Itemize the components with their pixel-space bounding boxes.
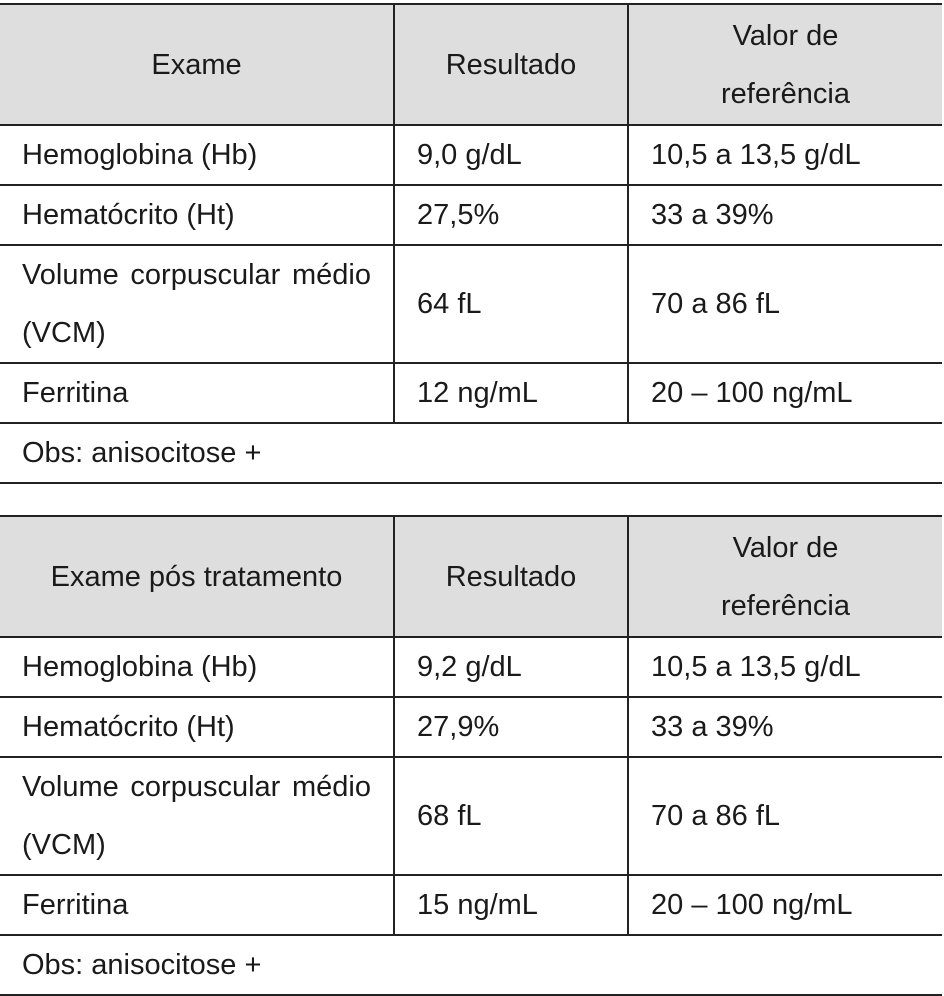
table-header: [0, 4, 942, 125]
result-cell: 64 fL: [394, 245, 628, 363]
result-cell: 9,0 g/dL: [394, 125, 628, 185]
column-header-reference: Valor de referência: [628, 4, 942, 125]
result-cell: 27,5%: [394, 185, 628, 245]
reference-cell: 10,5 a 13,5 g/dL: [628, 125, 942, 185]
reference-cell: 33 a 39%: [628, 697, 942, 757]
exam-cell: Volume corpuscular médio (VCM): [0, 245, 394, 363]
result-cell: 27,9%: [394, 697, 628, 757]
result-cell: 12 ng/mL: [394, 363, 628, 423]
reference-cell: 20 – 100 ng/mL: [628, 875, 942, 935]
table-row: [0, 185, 942, 245]
exam-results-table: [0, 3, 942, 484]
column-header-result: Resultado: [394, 516, 628, 637]
column-header-reference: Valor de referência: [628, 516, 942, 637]
table-row: [0, 757, 942, 875]
reference-cell: 70 a 86 fL: [628, 245, 942, 363]
exam-cell: Volume corpuscular médio (VCM): [0, 757, 394, 875]
table-header: [0, 516, 942, 637]
table-row: [0, 697, 942, 757]
post-treatment-results-table: [0, 515, 942, 996]
result-cell: 9,2 g/dL: [394, 637, 628, 697]
observation-note: Obs: anisocitose +: [0, 423, 942, 483]
exam-cell: Hematócrito (Ht): [0, 185, 394, 245]
exam-cell: Hematócrito (Ht): [0, 697, 394, 757]
table-row: [0, 363, 942, 423]
exam-cell: Ferritina: [0, 363, 394, 423]
column-header-result: Resultado: [394, 4, 628, 125]
exam-cell: Hemoglobina (Hb): [0, 125, 394, 185]
result-cell: 68 fL: [394, 757, 628, 875]
column-header-exam: Exame: [0, 4, 394, 125]
reference-cell: 33 a 39%: [628, 185, 942, 245]
table-row: [0, 637, 942, 697]
column-header-exam: Exame pós tratamento: [0, 516, 394, 637]
table-row: [0, 125, 942, 185]
observation-note: Obs: anisocitose +: [0, 935, 942, 995]
table-row: [0, 875, 942, 935]
observation-row: [0, 935, 942, 995]
reference-cell: 20 – 100 ng/mL: [628, 363, 942, 423]
exam-cell: Hemoglobina (Hb): [0, 637, 394, 697]
table-row: [0, 245, 942, 363]
observation-row: [0, 423, 942, 483]
exam-cell: Ferritina: [0, 875, 394, 935]
reference-cell: 70 a 86 fL: [628, 757, 942, 875]
result-cell: 15 ng/mL: [394, 875, 628, 935]
reference-cell: 10,5 a 13,5 g/dL: [628, 637, 942, 697]
